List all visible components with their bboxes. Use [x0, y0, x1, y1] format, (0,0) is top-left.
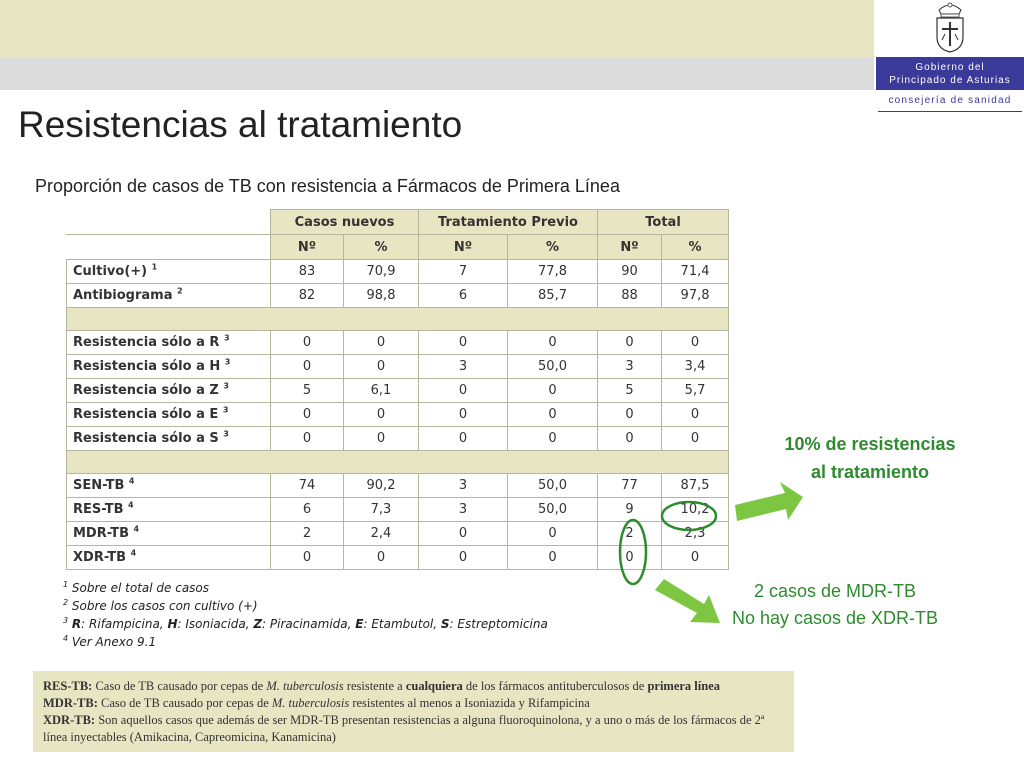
- table-cell: 77,8: [508, 260, 598, 284]
- mdr-callout-line2: No hay casos de XDR-TB: [731, 608, 939, 628]
- table-cell: 0: [662, 331, 729, 355]
- table-cell: 0: [508, 379, 598, 403]
- row-label: Antibiograma $^2$: [67, 284, 271, 308]
- table-row: [67, 474, 729, 498]
- table-cell: 6: [419, 284, 508, 308]
- table-cell: 3: [419, 355, 508, 379]
- table-row: [67, 403, 729, 427]
- table-cell: 6,1: [344, 379, 419, 403]
- table-corner: [67, 210, 271, 235]
- table-cell: 0: [508, 403, 598, 427]
- table-cell: 6: [271, 498, 344, 522]
- table-cell: 85,7: [508, 284, 598, 308]
- definitions-box: [33, 671, 794, 752]
- separator-cell: [67, 451, 729, 474]
- row-label: Resistencia sólo a E $^3$: [67, 403, 271, 427]
- footnote-4: $^4$ Ver Anexo 9.1: [63, 634, 157, 649]
- government-label: [876, 57, 1024, 90]
- resistance-callout-line2: al tratamiento: [810, 462, 930, 482]
- table-cell: 0: [598, 427, 662, 451]
- resistance-callout-line1: 10% de resistencias: [784, 434, 956, 454]
- table-separator-row: [67, 451, 729, 474]
- table-cell: 5: [271, 379, 344, 403]
- table-row: [67, 546, 729, 570]
- table-cell: 71,4: [662, 260, 729, 284]
- row-label: RES-TB $^4$: [67, 498, 271, 522]
- table-cell: 0: [419, 331, 508, 355]
- table-row: [67, 498, 729, 522]
- table-corner: [67, 235, 271, 260]
- consejeria-underline: [878, 111, 1022, 112]
- table-cell: 0: [508, 427, 598, 451]
- table-cell: 2,3: [662, 522, 729, 546]
- column-header: %: [662, 235, 729, 260]
- definition-res-tb: RES-TB: Caso de TB causado por cepas de M. tuberculosis resistente a cualquiera de los fármacos antituberculosos de primera línea: [43, 679, 720, 693]
- mdr-callout: [720, 578, 950, 632]
- gov-line-2: Principado de Asturias: [889, 75, 1011, 86]
- table-cell: 0: [419, 546, 508, 570]
- table-cell: 0: [271, 355, 344, 379]
- table-cell: 0: [508, 522, 598, 546]
- table-cell: 10,2: [662, 498, 729, 522]
- table-cell: 0: [662, 427, 729, 451]
- table-cell: 70,9: [344, 260, 419, 284]
- table-cell: 50,0: [508, 498, 598, 522]
- row-label: Cultivo(+) $^1$: [67, 260, 271, 284]
- table-cell: 0: [508, 546, 598, 570]
- table-cell: 0: [662, 546, 729, 570]
- page-title: Resistencias al tratamiento: [18, 104, 463, 145]
- table-cell: 0: [419, 427, 508, 451]
- table-cell: 3,4: [662, 355, 729, 379]
- table-cell: 90,2: [344, 474, 419, 498]
- footnote-2: $^2$ Sobre los casos con cultivo (+): [63, 598, 258, 613]
- group-header: Total: [598, 210, 729, 235]
- column-header: %: [508, 235, 598, 260]
- table-row: [67, 260, 729, 284]
- table-row: [67, 427, 729, 451]
- table-cell: 0: [662, 403, 729, 427]
- table-cell: 7,3: [344, 498, 419, 522]
- table-cell: 3: [598, 355, 662, 379]
- column-header: Nº: [271, 235, 344, 260]
- table-cell: 0: [419, 522, 508, 546]
- column-header: Nº: [598, 235, 662, 260]
- arrow-to-mdr-callout: [655, 579, 720, 623]
- table-body: [67, 260, 729, 570]
- table-cell: 0: [271, 331, 344, 355]
- table-cell: 50,0: [508, 474, 598, 498]
- resistance-callout: [760, 430, 980, 486]
- table-cell: 0: [271, 546, 344, 570]
- consejeria-label: consejería de sanidad: [888, 95, 1012, 106]
- table-cell: 88: [598, 284, 662, 308]
- table-row: [67, 522, 729, 546]
- header-gray-band: [0, 57, 874, 90]
- table-cell: 5,7: [662, 379, 729, 403]
- row-label: Resistencia sólo a R $^3$: [67, 331, 271, 355]
- footnote-3: $^3$ R: Rifampicina, H: Isoniacida, Z: Piracinamida, E: Etambutol, S: Estreptomicina: [63, 616, 548, 631]
- resistance-table: [66, 209, 729, 570]
- row-label: Resistencia sólo a S $^3$: [67, 427, 271, 451]
- gov-line-1: Gobierno del: [915, 62, 985, 73]
- row-label: Resistencia sólo a Z $^3$: [67, 379, 271, 403]
- table-cell: 0: [271, 427, 344, 451]
- column-header: %: [344, 235, 419, 260]
- definition-mdr-tb: MDR-TB: Caso de TB causado por cepas de M. tuberculosis resistentes al menos a Isoniazida y Rifampicina: [43, 696, 590, 710]
- table-cell: 0: [508, 331, 598, 355]
- row-label: XDR-TB $^4$: [67, 546, 271, 570]
- definition-xdr-tb: XDR-TB: Son aquellos casos que además de ser MDR-TB presentan resistencias a alguna fluoroquinolona, y a uno o más de los fármacos de 2ª línea inyectables (Amikacina, Capreomicina, Kanamicina): [43, 713, 765, 744]
- group-header: Tratamiento Previo: [419, 210, 598, 235]
- row-label: SEN-TB $^4$: [67, 474, 271, 498]
- footnote-1: $^1$ Sobre el total de casos: [63, 580, 210, 595]
- table-cell: 0: [344, 331, 419, 355]
- table-cell: 0: [344, 403, 419, 427]
- table-cell: 83: [271, 260, 344, 284]
- table-cell: 97,8: [662, 284, 729, 308]
- table-cell: 7: [419, 260, 508, 284]
- table-cell: 0: [598, 403, 662, 427]
- footnotes: [63, 579, 548, 651]
- arrow-to-resistance-callout: [735, 482, 803, 521]
- table-cell: 9: [598, 498, 662, 522]
- table-separator-row: [67, 308, 729, 331]
- table-cell: 3: [419, 498, 508, 522]
- table-cell: 0: [598, 546, 662, 570]
- separator-cell: [67, 308, 729, 331]
- table-cell: 5: [598, 379, 662, 403]
- table-row: [67, 355, 729, 379]
- table-cell: 90: [598, 260, 662, 284]
- row-label: Resistencia sólo a H $^3$: [67, 355, 271, 379]
- table-cell: 0: [419, 403, 508, 427]
- table-subheader-row: [67, 235, 729, 260]
- table-cell: 50,0: [508, 355, 598, 379]
- table-cell: 0: [598, 331, 662, 355]
- table-cell: 0: [344, 546, 419, 570]
- asturias-crest-icon: [931, 1, 969, 53]
- page-subtitle: Proporción de casos de TB con resistencia a Fármacos de Primera Línea: [35, 176, 620, 196]
- table-cell: 0: [271, 403, 344, 427]
- table-row: [67, 284, 729, 308]
- table-cell: 0: [344, 427, 419, 451]
- table-cell: 0: [344, 355, 419, 379]
- table-row: [67, 331, 729, 355]
- group-header: Casos nuevos: [271, 210, 419, 235]
- mdr-callout-line1: 2 casos de MDR-TB: [753, 581, 917, 601]
- table-cell: 2,4: [344, 522, 419, 546]
- table-group-header-row: [67, 210, 729, 235]
- table-cell: 74: [271, 474, 344, 498]
- table-cell: 87,5: [662, 474, 729, 498]
- table-cell: 2: [598, 522, 662, 546]
- column-header: Nº: [419, 235, 508, 260]
- table-cell: 0: [419, 379, 508, 403]
- table-cell: 3: [419, 474, 508, 498]
- table-cell: 82: [271, 284, 344, 308]
- table-cell: 2: [271, 522, 344, 546]
- table-row: [67, 379, 729, 403]
- header-band: [0, 0, 874, 57]
- row-label: MDR-TB $^4$: [67, 522, 271, 546]
- table-cell: 98,8: [344, 284, 419, 308]
- table-cell: 77: [598, 474, 662, 498]
